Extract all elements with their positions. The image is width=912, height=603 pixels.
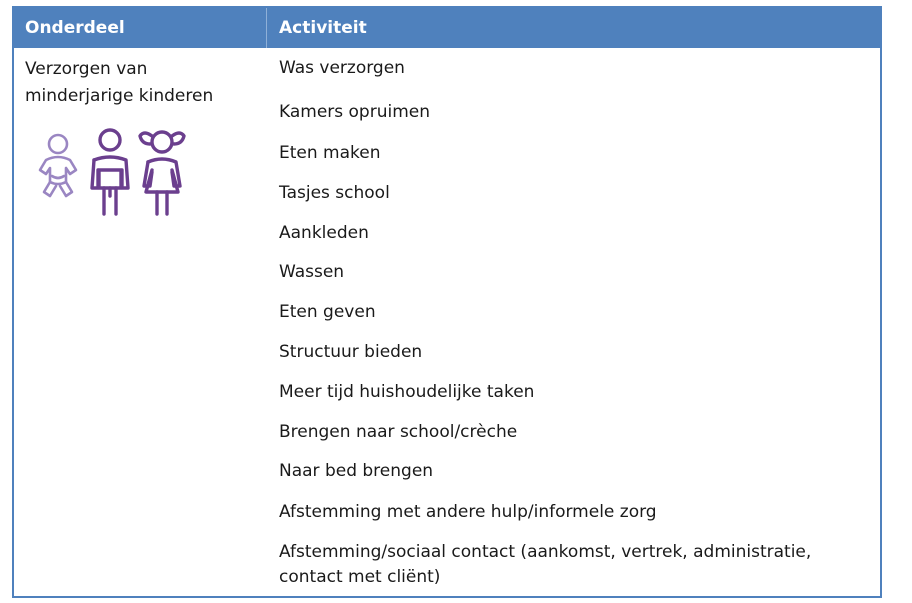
header-activiteit: Activiteit	[279, 18, 367, 38]
baby-icon	[32, 132, 88, 202]
header-divider	[266, 8, 267, 48]
activity-item: Was verzorgen	[279, 58, 405, 78]
activity-item: Meer tijd huishoudelijke taken	[279, 382, 535, 402]
activity-item: Naar bed brengen	[279, 461, 434, 481]
onderdeel-cell	[25, 56, 255, 110]
boy-icon	[86, 126, 134, 218]
onderdeel-label: Verzorgen van minderjarige kinderen	[25, 59, 214, 106]
activiteit-cell	[279, 8, 879, 596]
activity-item: Afstemming/sociaal contact (aankomst, vertrek, administratie, contact met cliënt)	[279, 542, 812, 587]
activity-item: Tasjes school	[279, 183, 390, 203]
children-icon-group	[32, 126, 192, 221]
activity-item: Kamers opruimen	[279, 102, 431, 122]
activity-item: Wassen	[279, 262, 345, 282]
activity-item: Eten maken	[279, 143, 381, 163]
activity-item: Eten geven	[279, 302, 376, 322]
activity-table	[12, 6, 882, 598]
girl-icon	[136, 126, 188, 218]
activity-item: Structuur bieden	[279, 342, 423, 362]
activity-item: Aankleden	[279, 223, 369, 243]
activity-item: Afstemming met andere hulp/informele zorg	[279, 502, 657, 522]
activity-item: Brengen naar school/crèche	[279, 422, 518, 442]
header-onderdeel: Onderdeel	[25, 18, 125, 38]
